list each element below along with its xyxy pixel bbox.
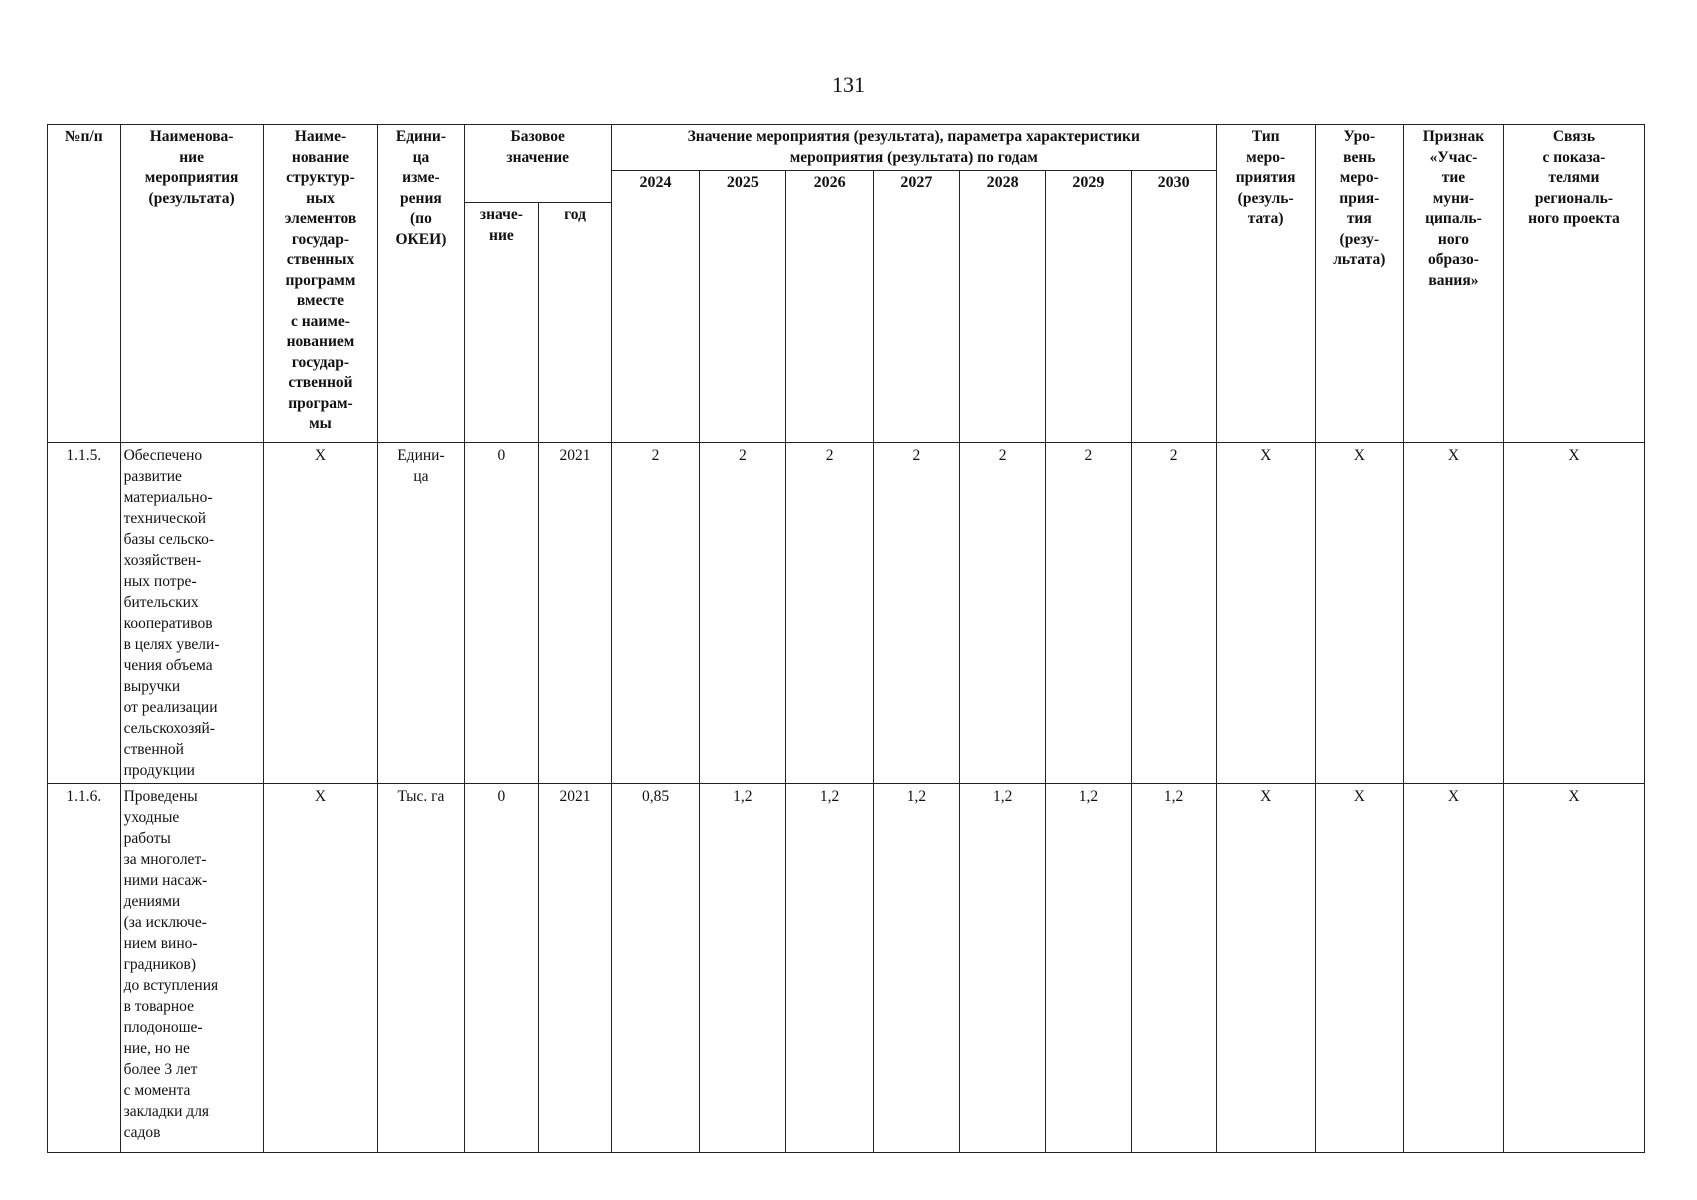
header-num: №п/п [48, 125, 121, 443]
header-type: Тип меро- приятия (резуль- тата) [1216, 125, 1315, 443]
header-year-2029: 2029 [1046, 171, 1131, 443]
row-base-year: 2021 [539, 443, 612, 784]
row-value-2025: 1,2 [700, 784, 786, 1153]
row-type: Х [1216, 443, 1315, 784]
row-num: 1.1.5. [48, 443, 121, 784]
row-base-year: 2021 [539, 784, 612, 1153]
header-year-2030: 2030 [1131, 171, 1216, 443]
results-table [47, 124, 1645, 1153]
header-level: Уро- вень меро- прия- тия (резу- льтата) [1315, 125, 1403, 443]
row-value-2030: 2 [1131, 443, 1216, 784]
row-base-value: 0 [464, 443, 539, 784]
table-row [48, 443, 1645, 784]
row-unit: Едини- ца [378, 443, 464, 784]
row-name: Проведены уходные работы за многолет- ними насаж- дениями (за исключе- нием вино- градников) до вступления в товарное плодоноше- ние, но не более 3 лет с момента закладки для садов [120, 784, 263, 1153]
header-name: Наименова- ние мероприятия (результата) [120, 125, 263, 443]
row-level: Х [1315, 784, 1403, 1153]
row-base-value: 0 [464, 784, 539, 1153]
header-year-2026: 2026 [786, 171, 873, 443]
row-link: Х [1503, 784, 1644, 1153]
header-struct: Наиме- нование структур- ных элементов государ- ственных программ вместе с наиме- нованием государ- ственной програм- мы [263, 125, 378, 443]
row-link: Х [1503, 443, 1644, 784]
row-value-2025: 2 [700, 443, 786, 784]
header-base-value: значе- ние [464, 203, 539, 443]
row-name: Обеспечено развитие материально- технической базы сельско- хозяйствен- ных потре- бительских кооперативов в целях увели- чения объема выручки от реализации сельскохозяй- ственной продукции [120, 443, 263, 784]
row-struct: Х [263, 784, 378, 1153]
page-number: 131 [832, 72, 865, 97]
row-value-2027: 1,2 [873, 784, 959, 1153]
header-year-2024: 2024 [611, 171, 699, 443]
header-year-2027: 2027 [873, 171, 959, 443]
header-year-2025: 2025 [700, 171, 786, 443]
row-type: Х [1216, 784, 1315, 1153]
row-level: Х [1315, 443, 1403, 784]
row-municipal: Х [1403, 784, 1503, 1153]
row-unit: Тыс. га [378, 784, 464, 1153]
row-struct: Х [263, 443, 378, 784]
header-unit: Едини- ца изме- рения (по ОКЕИ) [378, 125, 464, 443]
row-value-2026: 2 [786, 443, 873, 784]
row-value-2029: 1,2 [1046, 784, 1131, 1153]
header-base-year: год [539, 203, 612, 443]
row-value-2027: 2 [873, 443, 959, 784]
header-municipal: Признак «Учас- тие муни- ципаль- ного образо- вания» [1403, 125, 1503, 443]
row-value-2026: 1,2 [786, 784, 873, 1153]
header-year-2028: 2028 [960, 171, 1046, 443]
table-row [48, 784, 1645, 1153]
row-value-2028: 2 [960, 443, 1046, 784]
row-value-2028: 1,2 [960, 784, 1046, 1153]
row-value-2024: 2 [611, 443, 699, 784]
row-num: 1.1.6. [48, 784, 121, 1153]
row-value-2030: 1,2 [1131, 784, 1216, 1153]
header-values-by-year: Значение мероприятия (результата), параметра характеристики мероприятия (результата) по годам [611, 125, 1216, 171]
row-municipal: Х [1403, 443, 1503, 784]
header-base: Базовое значение [464, 125, 611, 203]
row-value-2029: 2 [1046, 443, 1131, 784]
header-link: Связь с показа- телями региональ- ного проекта [1503, 125, 1644, 443]
row-value-2024: 0,85 [611, 784, 699, 1153]
